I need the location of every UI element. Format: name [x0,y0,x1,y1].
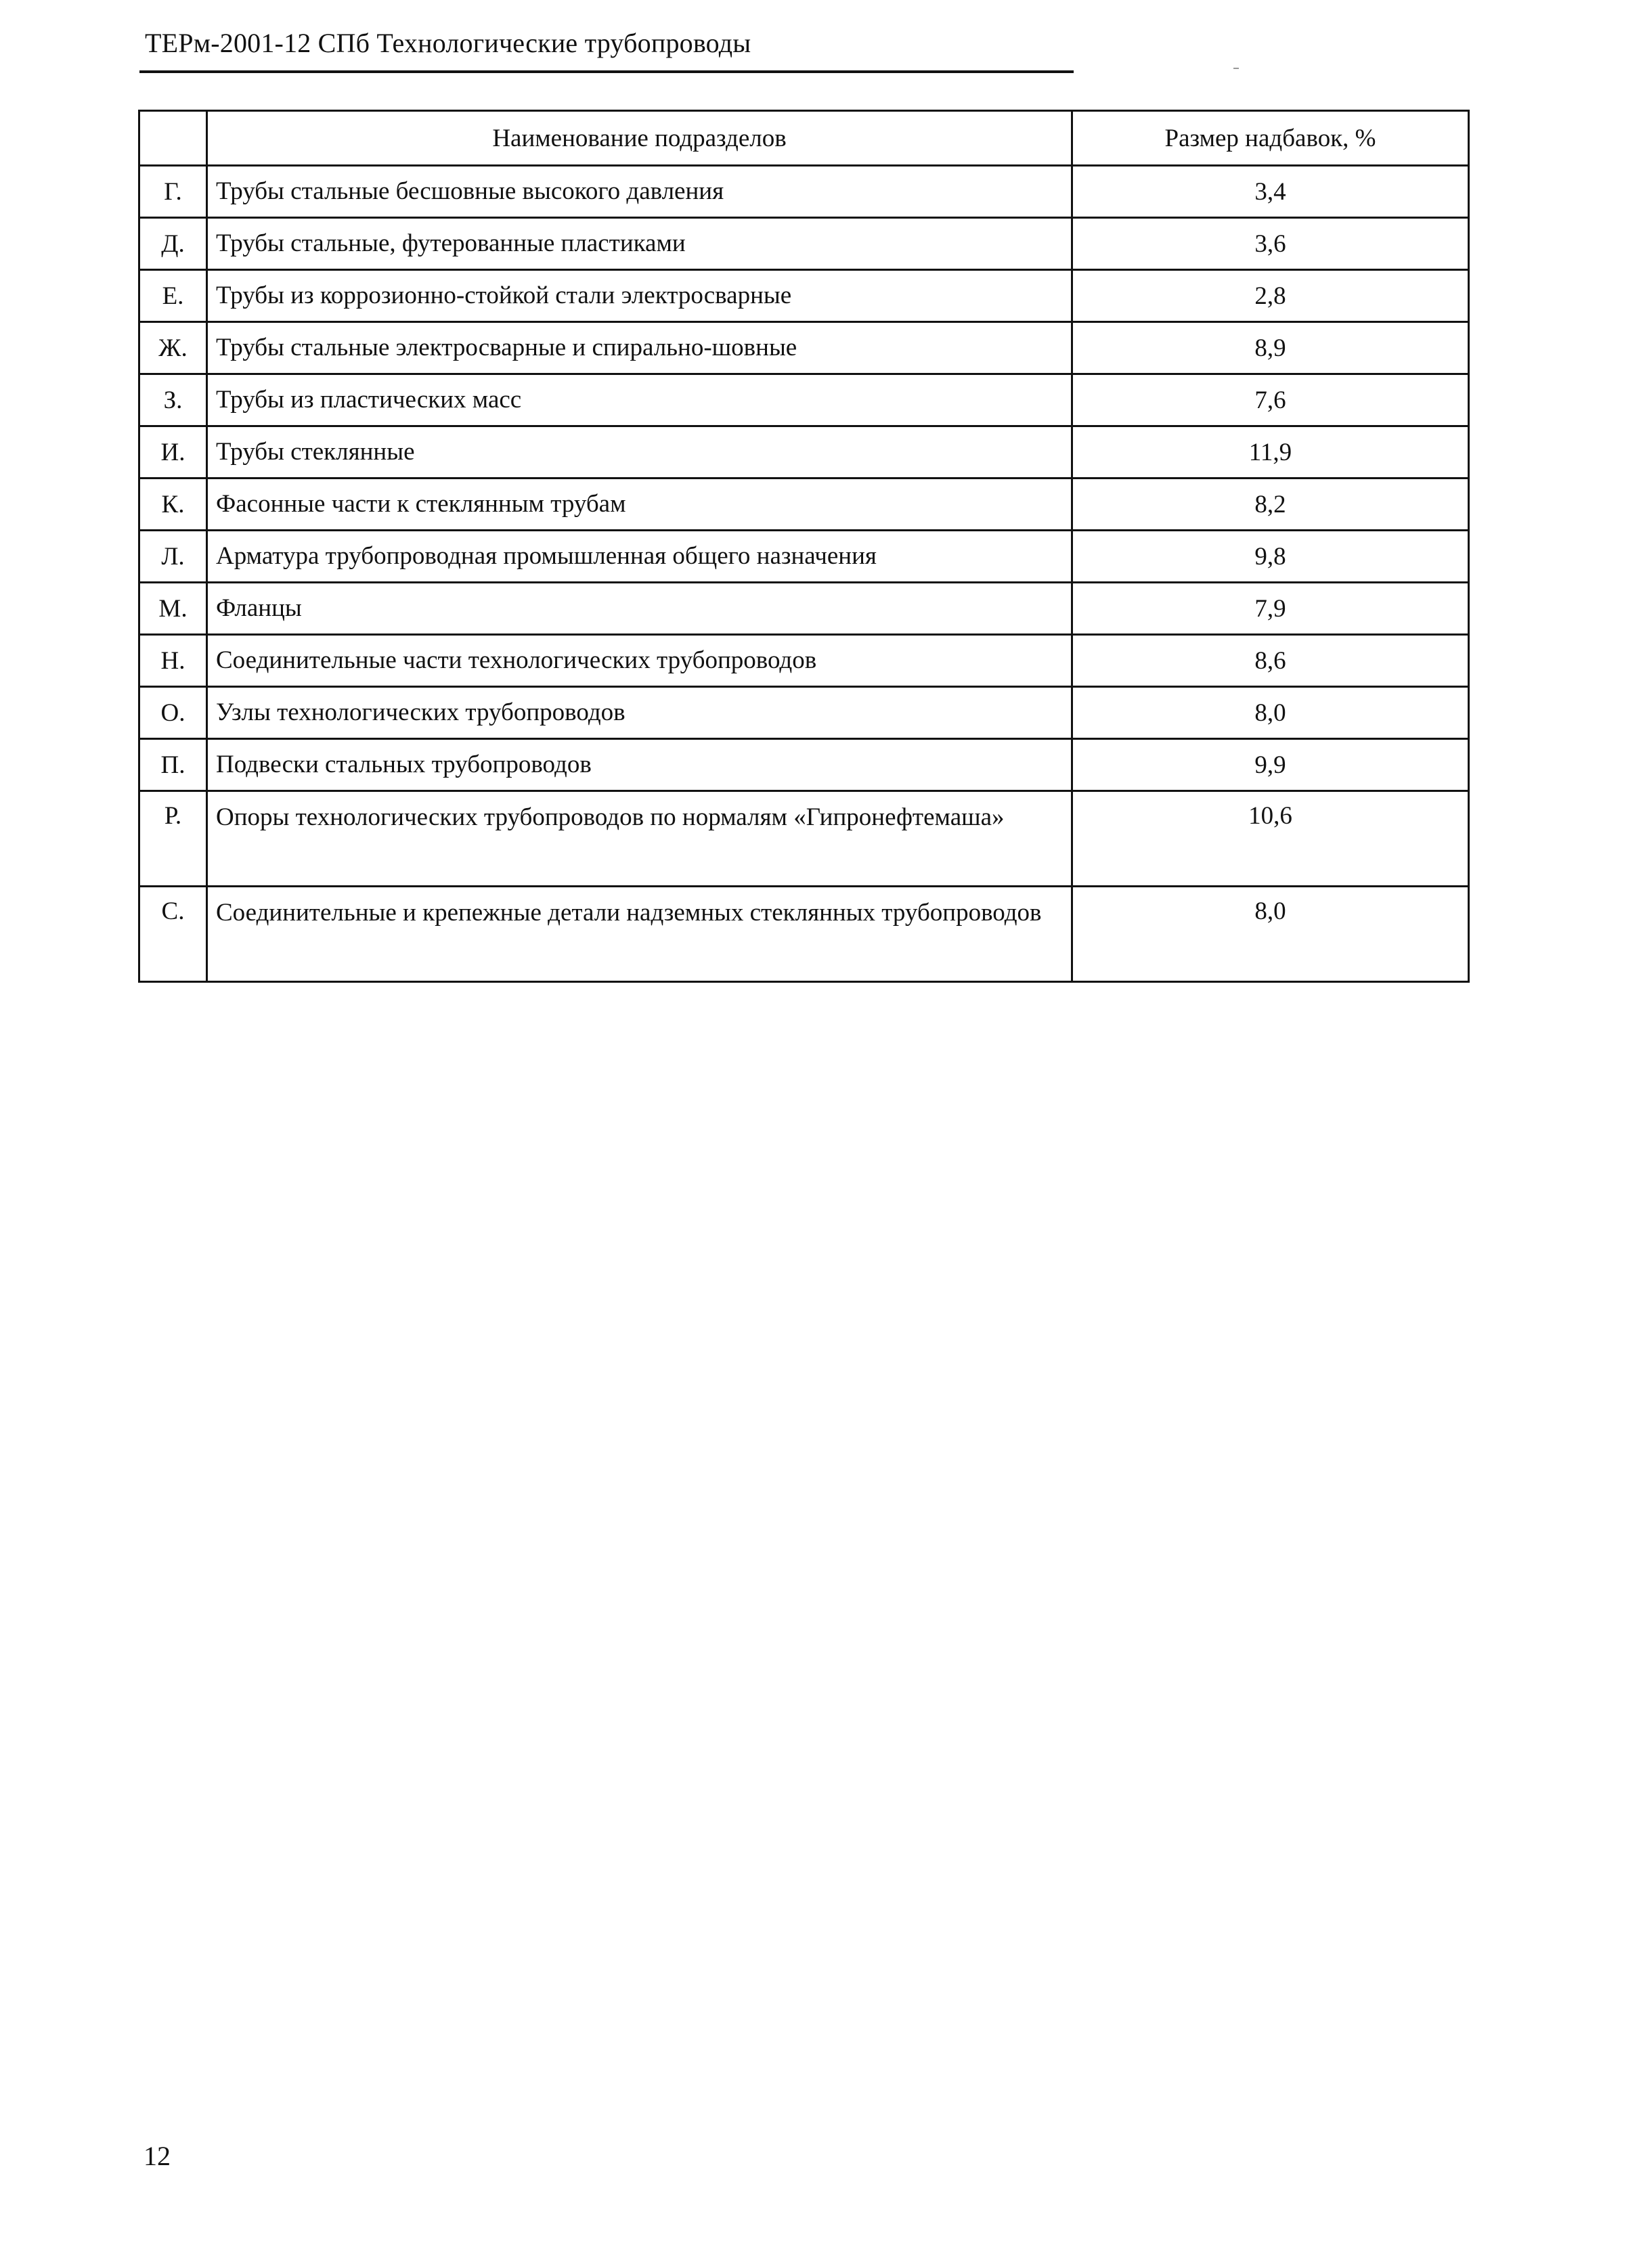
row-code: З. [139,374,207,426]
column-header-value: Размер надбавок, % [1072,111,1469,166]
row-code: Ж. [139,322,207,374]
column-header-name: Наименование подразделов [207,111,1072,166]
row-name: Опоры технологических трубопроводов по нормалям «Гипронефтемаша» [207,791,1072,887]
column-header-code [139,111,207,166]
row-name: Трубы стальные бесшовные высокого давления [207,166,1072,218]
table-row [139,531,1469,583]
table-row [139,479,1469,531]
table-row [139,322,1469,374]
row-name: Трубы стальные, футерованные пластиками [207,218,1072,270]
row-name: Трубы стеклянные [207,426,1072,479]
row-name: Трубы из пластических масс [207,374,1072,426]
row-name: Подвески стальных трубопроводов [207,739,1072,791]
row-code: Р. [139,791,207,887]
row-name: Соединительные и крепежные детали надземных стеклянных трубопроводов [207,887,1072,982]
row-value: 11,9 [1072,426,1469,479]
page-header-title: ТЕРм-2001-12 СПб Технологические трубопроводы [145,28,751,58]
row-value: 8,6 [1072,635,1469,687]
row-value: 8,9 [1072,322,1469,374]
row-code: Г. [139,166,207,218]
table-row [139,218,1469,270]
row-code: С. [139,887,207,982]
page-number: 12 [144,2141,171,2171]
table-header-row [139,111,1469,166]
table-row [139,635,1469,687]
row-name: Узлы технологических трубопроводов [207,687,1072,739]
row-code: О. [139,687,207,739]
row-value: 7,6 [1072,374,1469,426]
row-code: Д. [139,218,207,270]
row-code: П. [139,739,207,791]
header-mark [1233,68,1239,69]
header-rule [139,70,1074,73]
row-value: 9,8 [1072,531,1469,583]
table-row [139,270,1469,322]
table-row [139,739,1469,791]
row-code: Е. [139,270,207,322]
row-value: 8,0 [1072,687,1469,739]
row-value: 2,8 [1072,270,1469,322]
row-value: 3,6 [1072,218,1469,270]
row-name: Трубы из коррозионно-стойкой стали электросварные [207,270,1072,322]
row-name: Соединительные части технологических трубопроводов [207,635,1072,687]
row-value: 3,4 [1072,166,1469,218]
row-value: 9,9 [1072,739,1469,791]
row-name: Арматура трубопроводная промышленная общего назначения [207,531,1072,583]
row-value: 8,2 [1072,479,1469,531]
table-row [139,583,1469,635]
table-row [139,374,1469,426]
row-name: Фасонные части к стеклянным трубам [207,479,1072,531]
row-code: М. [139,583,207,635]
table-row [139,791,1469,887]
row-value: 10,6 [1072,791,1469,887]
table-row [139,426,1469,479]
table-row [139,166,1469,218]
row-name: Трубы стальные электросварные и спирально-шовные [207,322,1072,374]
row-code: Н. [139,635,207,687]
row-code: Л. [139,531,207,583]
table-row [139,887,1469,982]
row-value: 8,0 [1072,887,1469,982]
table-row [139,687,1469,739]
row-name: Фланцы [207,583,1072,635]
allowance-table [138,110,1470,983]
row-value: 7,9 [1072,583,1469,635]
row-code: И. [139,426,207,479]
row-code: К. [139,479,207,531]
